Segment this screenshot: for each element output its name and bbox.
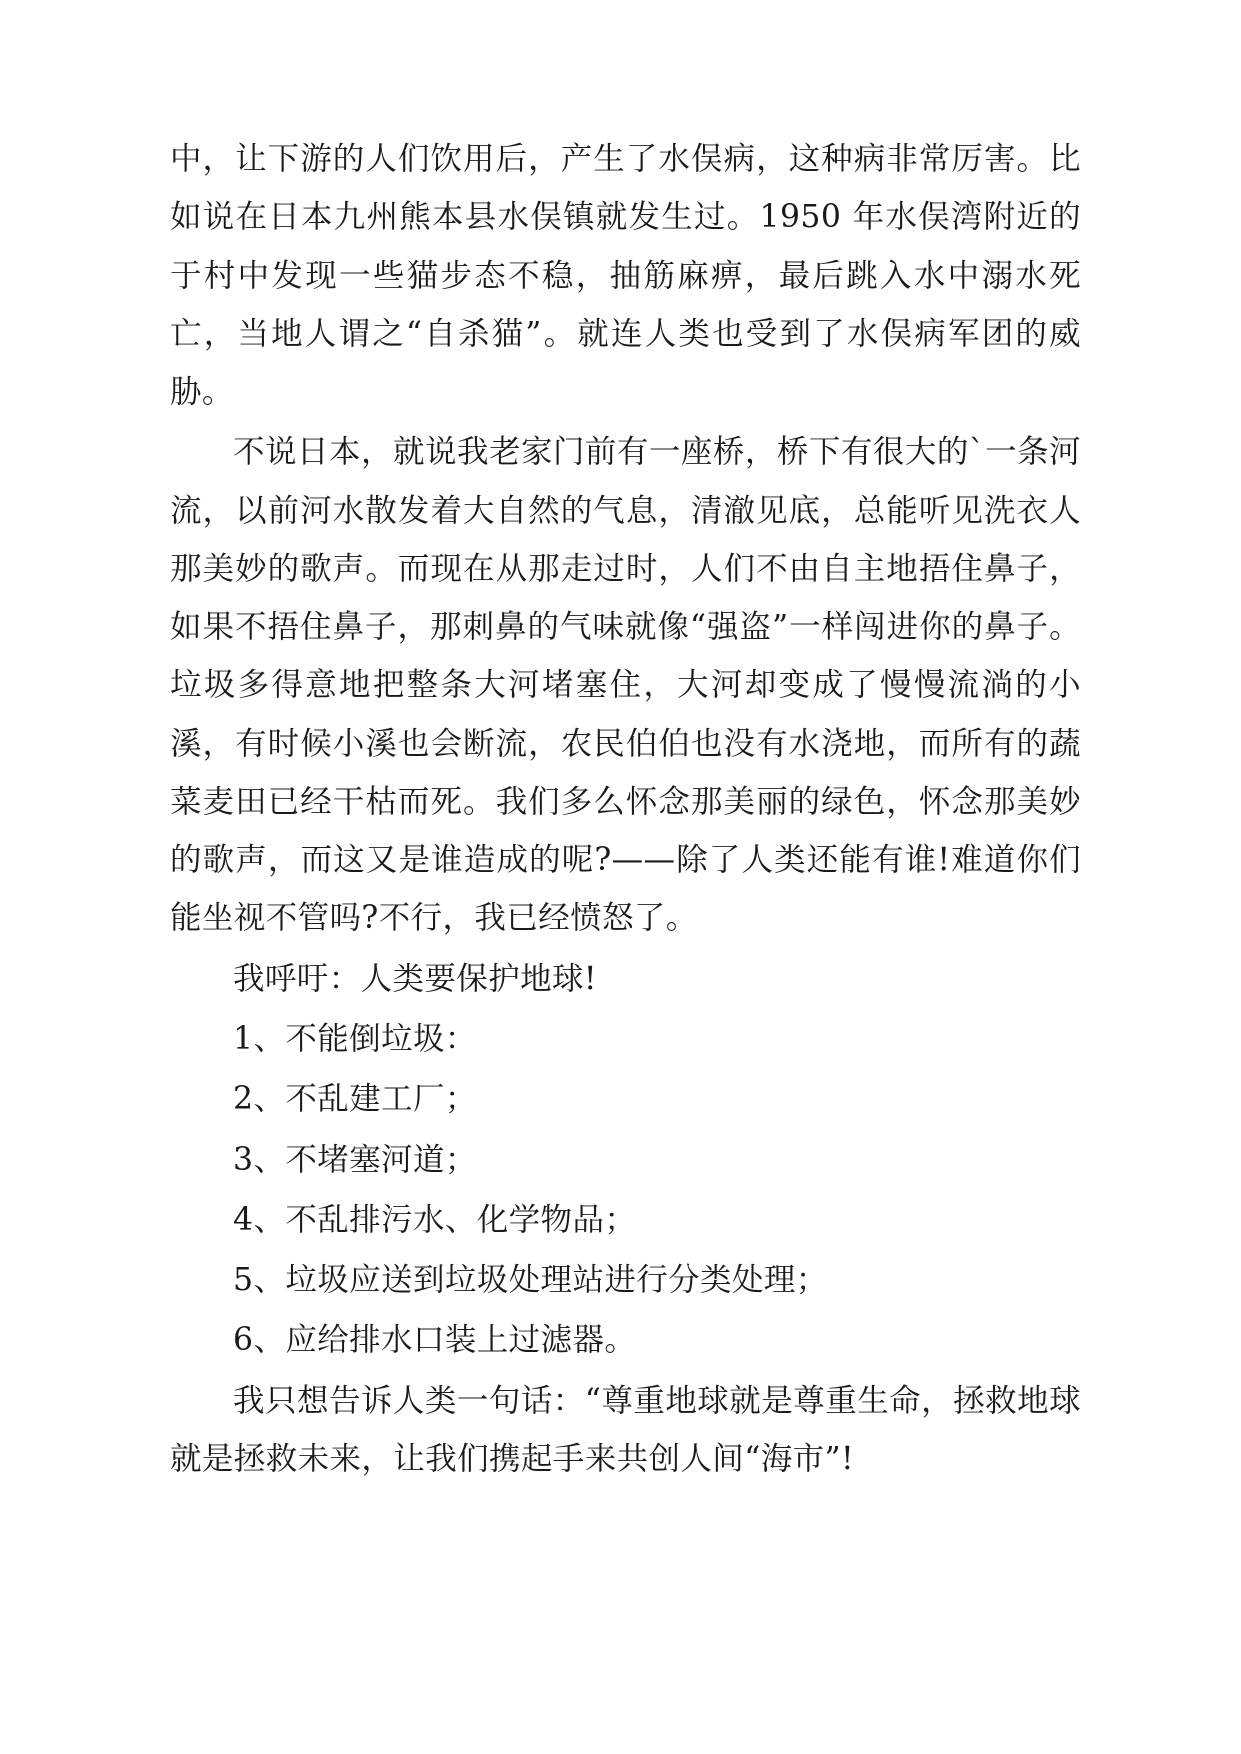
paragraph-closing: 我只想告诉人类一句话：“尊重地球就是尊重生命，拯救地球就是拯救未来，让我们携起手来共创人间“海市”! xyxy=(170,1382,1081,1477)
list-item-4: 4、不乱排污水、化学物品； xyxy=(233,1201,637,1238)
paragraph-appeal: 我呼吁：人类要保护地球! xyxy=(233,960,597,997)
document-body xyxy=(170,130,1081,1488)
paragraph-continuation: 中，让下游的人们饮用后，产生了水俣病，这种病非常厉害。比如说在日本九州熊本县水俣镇就发生过。1950 年水俣湾附近的于村中发现一些猫步态不稳，抽筋麻痹，最后跳入水中溺水死亡，当地人谓之“自杀猫”。就连人类也受到了水俣病军团的威胁。 xyxy=(170,141,1081,411)
list-item-5: 5、垃圾应送到垃圾处理站进行分类处理； xyxy=(233,1262,828,1299)
list-item-2: 2、不乱建工厂； xyxy=(233,1081,477,1118)
list-item-1: 1、不能倒垃圾： xyxy=(233,1020,477,1057)
list-item-3: 3、不堵塞河道； xyxy=(233,1141,477,1178)
list-item-6: 6、应给排水口装上过滤器。 xyxy=(233,1322,637,1359)
paragraph-hometown-river: 不说日本，就说我老家门前有一座桥，桥下有很大的`一条河流，以前河水散发着大自然的气息，清澈见底，总能听见洗衣人那美妙的歌声。而现在从那走过时，人们不由自主地捂住鼻子，如果不捂住鼻子，那刺鼻的气味就像“强盗”一样闯进你的鼻子。垃圾多得意地把整条大河堵塞住，大河却变成了慢慢流淌的小溪，有时候小溪也会断流，农民伯伯也没有水浇地，而所有的蔬菜麦田已经干枯而死。我们多么怀念那美丽的绿色，怀念那美妙的歌声，而这又是谁造成的呢?——除了人类还能有谁!难道你们能坐视不管吗?不行，我已经愤怒了。 xyxy=(170,434,1081,937)
